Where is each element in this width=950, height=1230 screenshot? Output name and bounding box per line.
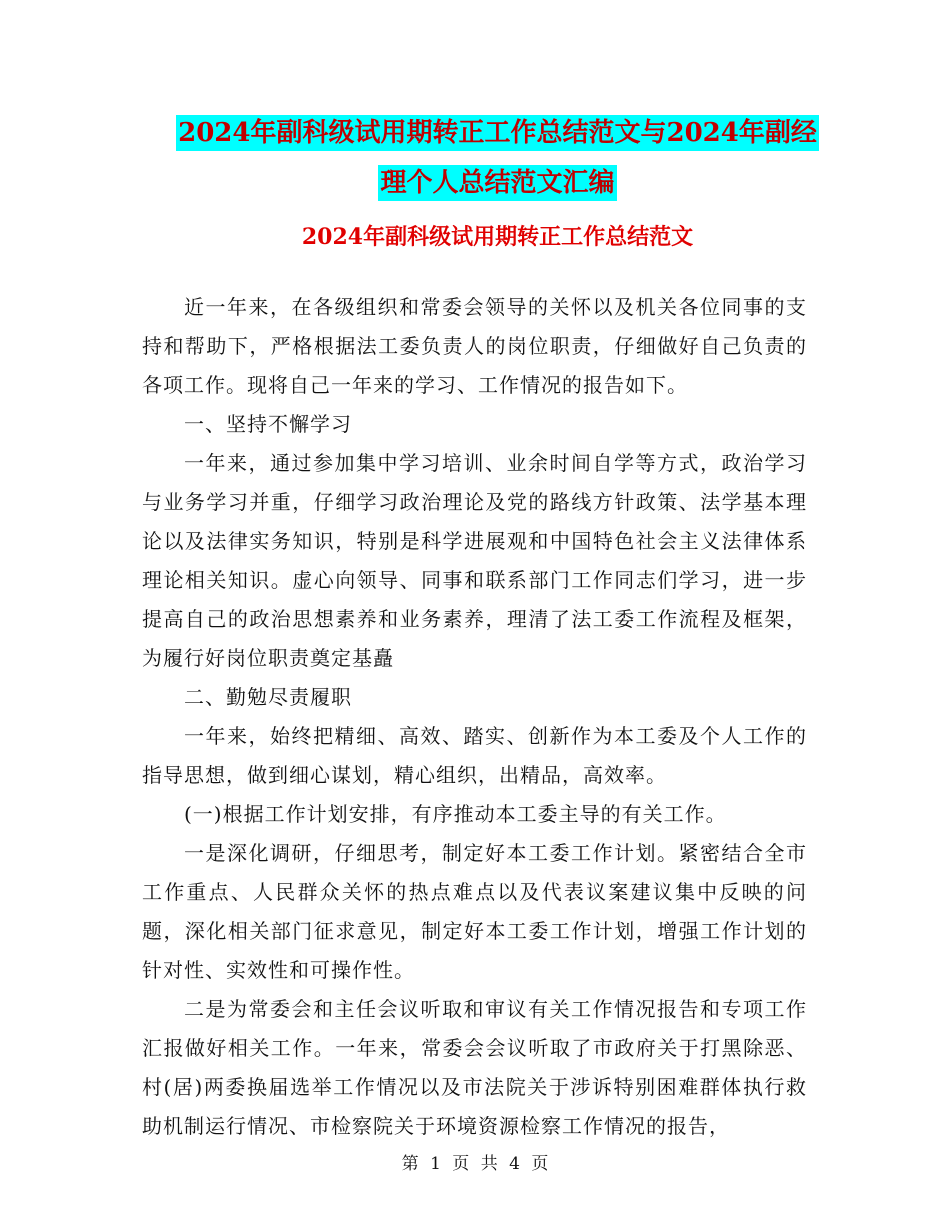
paragraph: 一年来，始终把精细、高效、踏实、创新作为本工委及个人工作的指导思想，做到细心谋划，精心组织，出精品，高效率。 — [142, 724, 807, 787]
section-title: 2024年副科级试用期转正工作总结范文 — [301, 224, 694, 250]
paragraph: 二是为常委会和主任会议听取和审议有关工作情况报告和专项工作汇报做好相关工作。一年来，常委会会议听取了市政府关于打黑除恶、村(居)两委换届选举工作情况以及市法院关于涉诉特别困难群体执行救助机制运行情况、市检察院关于环境资源检察工作情况的报告， — [142, 997, 807, 1138]
heading-paragraph: 二、勤勉尽责履职 — [184, 685, 352, 709]
title-line-1: 2024年副科级试用期转正工作总结范文与2024年副经 — [176, 115, 819, 151]
paragraph: 近一年来，在各级组织和常委会领导的关怀以及机关各位同事的支持和帮助下，严格根据法工委负责人的岗位职责，仔细做好自己负责的各项工作。现将自己一年来的学习、工作情况的报告如下。 — [142, 295, 807, 397]
heading-paragraph: 一、坚持不懈学习 — [184, 412, 352, 436]
title-line-2: 理个人总结范文汇编 — [378, 165, 616, 201]
document-title — [120, 108, 875, 208]
page-footer: 第 1 页 共 4 页 — [401, 1154, 549, 1174]
document-body — [142, 288, 807, 1146]
paragraph: 一是深化调研，仔细思考，制定好本工委工作计划。紧密结合全市工作重点、人民群众关怀的热点难点以及代表议案建议集中反映的问题，深化相关部门征求意见，制定好本工委工作计划，增强工作计划的针对性、实效性和可操作性。 — [142, 841, 807, 982]
paragraph: (一)根据工作计划安排，有序推动本工委主导的有关工作。 — [184, 802, 727, 826]
paragraph: 一年来，通过参加集中学习培训、业余时间自学等方式，政治学习与业务学习并重，仔细学习政治理论及党的路线方针政策、法学基本理论以及法律实务知识，特别是科学进展观和中国特色社会主义法律体系理论相关知识。虚心向领导、同事和联系部门工作同志们学习，进一步提高自己的政治思想素养和业务素养，理清了法工委工作流程及框架，为履行好岗位职责奠定基矗 — [142, 451, 807, 670]
